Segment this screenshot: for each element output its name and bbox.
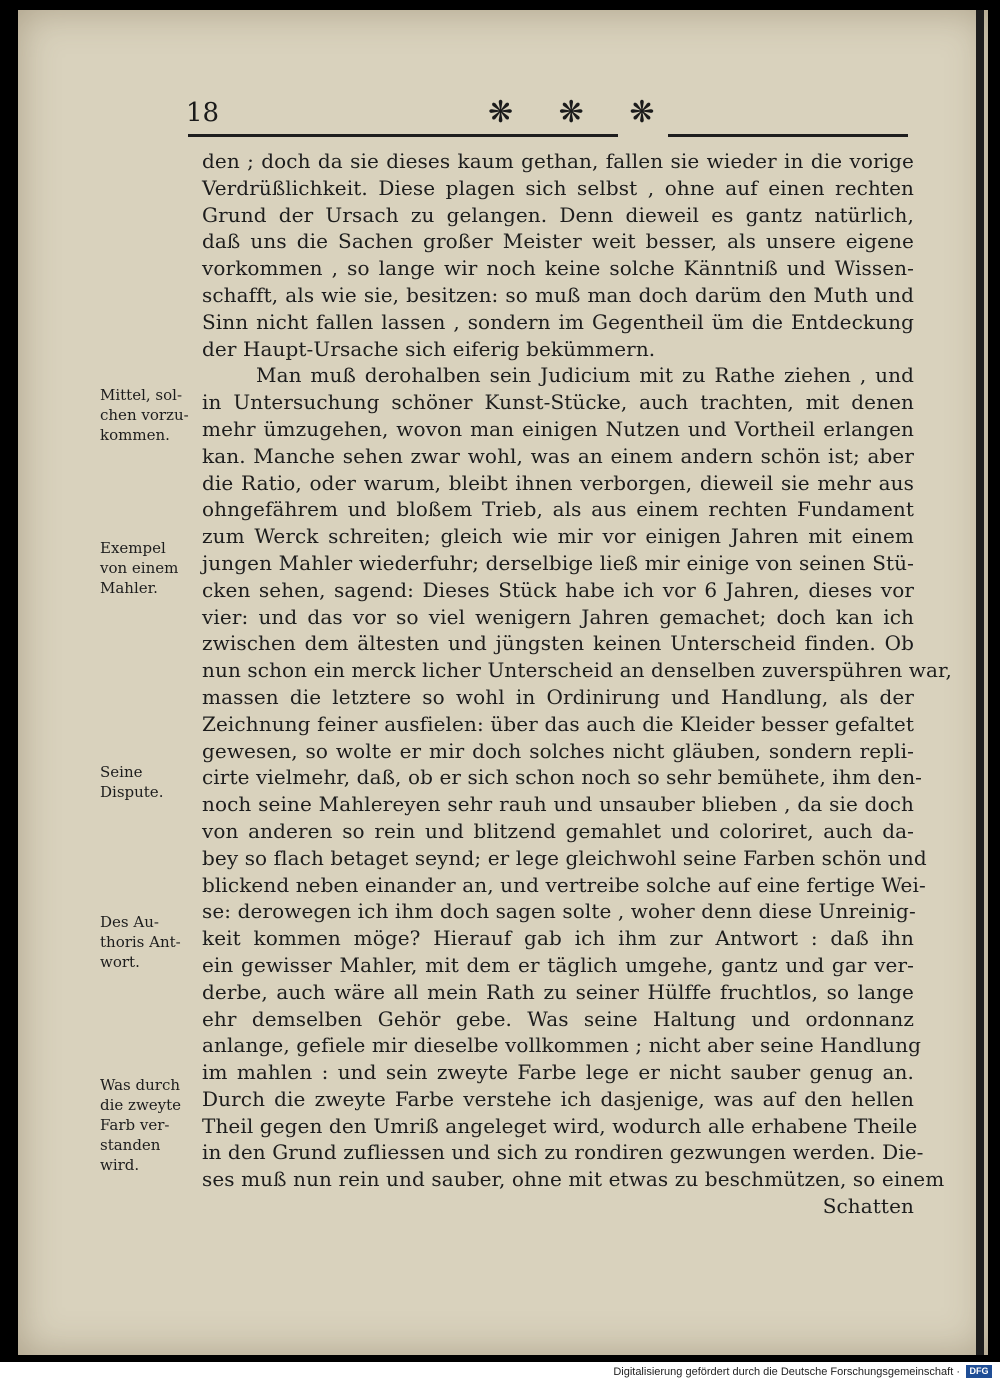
text-line: in den Grund zufliessen und sich zu rondiren gezwungen werden. Die- xyxy=(202,1140,924,1165)
page-edge xyxy=(976,10,984,1355)
marginal-note: Seine Dispute. xyxy=(100,763,164,801)
text-line: noch seine Mahlereyen sehr rauh und unsauber blieben , da sie doch xyxy=(202,792,914,817)
text-line: von anderen so rein und blitzend gemahlet und coloriret, auch da- xyxy=(202,818,914,843)
text-line: mehr ümzugehen, wovon man einigen Nutzen und Vortheil erlangen xyxy=(202,416,914,441)
footer-credit: Digitalisierung gefördert durch die Deutsche Forschungsgemeinschaft · xyxy=(613,1366,960,1378)
text-line: ehr demselben Gehör gebe. Was seine Haltung und ordonnanz xyxy=(202,1006,914,1031)
text-line: daß uns die Sachen großer Meister weit besser, als unsere eigene xyxy=(202,229,914,254)
page-number: 18 xyxy=(186,98,220,128)
text-line: im mahlen : und sein zweyte Farbe lege er nicht sauber genug an. xyxy=(202,1060,914,1085)
text-line: jungen Mahler wiederfuhr; derselbige ließ mir einige von seinen Stü- xyxy=(202,550,914,575)
text-line: zum Werck schreiten; gleich wie mir vor einigen Jahren mit einem xyxy=(202,524,914,549)
header-rule-right xyxy=(668,134,908,137)
text-line: ohngefährem und bloßem Trieb, als aus einem rechten Fundament xyxy=(202,497,914,522)
marginal-note: Mittel, sol- chen vorzu- kommen. xyxy=(100,386,189,444)
text-line: keit kommen möge? Hierauf gab ich ihm zur Antwort : daß ihn xyxy=(202,926,914,951)
text-line: anlange, gefiele mir dieselbe vollkommen ; nicht aber seine Handlung xyxy=(202,1033,922,1058)
text-line: den ; doch da sie dieses kaum gethan, fallen sie wieder in die vorige xyxy=(202,149,914,173)
text-line: Zeichnung feiner ausfielen: über das auch die Kleider besser gefaltet xyxy=(202,711,914,736)
text-line: Theil gegen den Umriß angeleget wird, wodurch alle erhabene Theile xyxy=(202,1113,918,1138)
text-line: se: derowegen ich ihm doch sagen solte , woher denn diese Unreinig- xyxy=(202,899,916,924)
text-line: Sinn nicht fallen lassen , sondern im Gegentheil üm die Entdeckung xyxy=(202,309,914,334)
text-line: blickend neben einander an, und vertreibe solche auf eine fertige Wei- xyxy=(202,872,926,897)
header-ornament: ❋ ❋ ❋ xyxy=(488,95,673,130)
text-line: Durch die zweyte Farbe verstehe ich dasjenige, was auf den hellen xyxy=(202,1086,914,1111)
text-line: der Haupt-Ursache sich eiferig bekümmern. xyxy=(202,336,656,361)
body-text xyxy=(202,148,952,1220)
text-line: massen die letztere so wohl in Ordinirung und Handlung, als der xyxy=(202,684,914,709)
text-line: in Untersuchung schöner Kunst-Stücke, auch trachten, mit denen xyxy=(202,390,914,415)
text-line: cken sehen, sagend: Dieses Stück habe ich vor 6 Jahren, dieses vor xyxy=(202,577,914,602)
text-line: ein gewisser Mahler, mit dem er täglich umgehe, gantz und gar ver- xyxy=(202,952,914,977)
text-line: schafft, als wie sie, besitzen: so muß man doch darüm den Muth und xyxy=(202,282,914,307)
text-line: Grund der Ursach zu gelangen. Denn dieweil es gantz natürlich, xyxy=(202,202,914,227)
text-line: kan. Manche sehen zwar wohl, was an einem andern schön ist; aber xyxy=(202,443,914,468)
marginal-note: Exempel von einem Mahler. xyxy=(100,539,179,597)
text-line: vorkommen , so lange wir noch keine solche Känntniß und Wissen- xyxy=(202,256,914,281)
text-line: derbe, auch wäre all mein Rath zu seiner Hülffe fruchtlos, so lange xyxy=(202,979,914,1004)
catchword: Schatten xyxy=(822,1194,914,1219)
text-line: zwischen dem ältesten und jüngsten keinen Unterscheid finden. Ob xyxy=(202,631,914,656)
text-line: vier: und das vor so viel wenigern Jahren gemachet; doch kan ich xyxy=(202,604,914,629)
text-line: cirte vielmehr, daß, ob er sich schon noch so sehr bemühete, ihm den- xyxy=(202,765,923,790)
text-line: die Ratio, oder warum, bleibt ihnen verborgen, dieweil sie mehr aus xyxy=(202,470,914,495)
text-line: Man muß derohalben sein Judicium mit zu Rathe ziehen , und xyxy=(256,363,914,388)
marginal-note: Was durch die zweyte Farb ver- standen wird. xyxy=(100,1076,182,1174)
dfg-logo-icon: DFG xyxy=(966,1365,992,1378)
text-line: Verdrüßlichkeit. Diese plagen sich selbst , ohne auf einen rechten xyxy=(202,175,914,200)
header-rule-left xyxy=(188,134,618,137)
text-line: nun schon ein merck licher Unterscheid an denselben zuverspühren war, xyxy=(202,658,952,683)
text-line: gewesen, so wolte er mir doch solches nicht gläuben, sondern repli- xyxy=(202,738,914,763)
text-line: ses muß nun rein und sauber, ohne mit etwas zu beschmützen, so einem xyxy=(202,1167,945,1192)
text-line: bey so flach betaget seynd; er lege gleichwohl seine Farben schön und xyxy=(202,845,927,870)
marginal-note: Des Au- thoris Ant- wort. xyxy=(100,913,181,971)
